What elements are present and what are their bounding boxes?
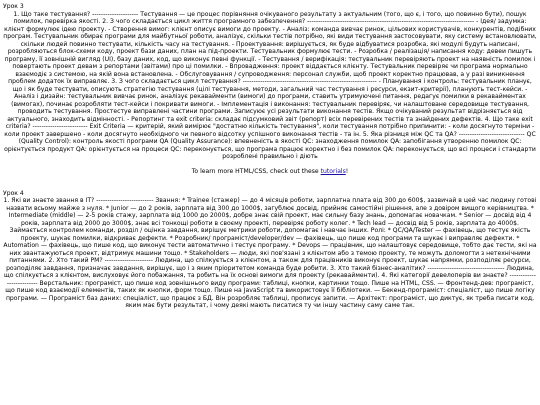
learn-more-prefix: To learn more HTML/CSS, check out these (191, 168, 321, 175)
lesson-4-title: Урок 4 (3, 189, 24, 197)
learn-more-line (3, 168, 537, 176)
divider (3, 176, 537, 190)
learn-more-suffix: ! (345, 168, 349, 175)
lesson-4-body: 1. Які ви знаєте звання в ІТ? -------------------------- Звання: * Trainee (стажер) — до 4 місяців роботи, зарплатна плата від 300 до 600$, зазвичай в цей час людину готові назвати всьому майже з нуля. * Junior — до 2 років, зарплата від 300 до 1000$, загублює досвід, прийняє самостійні рішення, але з довіром вищого керівництва. * Intermediate (middle) — 2-5 років стажу, зарплата від 1000 до 2000$, добре знає свій проект, має сильну базу знань, допомагає новачкам. * Senior — досвід від 4 років, зарплата від 2000 до 3000$, знає всі тонкощі роботи в своєму проекті, перевіряє роботу колег. * Tech lead — досвід від 5 років, зарплата до 4000$. Займається контролем команди, розділ / оцінка завдання, вирішує метрики роботи, допомагає і навчає інших. Ролі: * QC/QA/Tester — фахівець, що тестує якість проекту, шукає помилки, відкриває дефекти. * Розробник/ програміст/developer/dev — фахівець, що пише код програми та шукає і виправляє дефекти. * Automation — фахівець, що пише код, що виконує тести автоматично і тестує програму. * Devops — працівник, що налаштовує середовище, тобто дає тести, які на них звантажуються проект, відтримує машини тощо. * Stakeholders — люди, які пов'язані з клієнтом або з темою проекту, те можуть доломогти з нетехнічними питаннями. 2. Хто такий PM? ---------------------- Людина, що спілкується з клієнтом, а також для працівників виконує проект, шукає напрямки, розподіляє ресурси, розподіляє завдання, призначає завдання, вирішує, що і з яким пріоритетом команда буде робити. 3. Хто такий бізнес-аналітик? ----------------------------------- Людина, що спілкується з клієнтом, вислуховує його побажання, та робить на їх основі вимоги для проекту (рекавайменти). 4. Які категорії девелоперів ви знаєте? -------------------------- Верстальник: програміст, що пише код зовнішнього виду програми: таблиці, кнопки, картинки тощо. Пише на HTML, CSS. — Фронтенд-дев: програміст, що пише код взаємодії елементів, таких як кнопки, форм тощо. Пише на JavaScript та використовує її бібліотеки. — Бекенд-програміст: спеціаліст, що пише логіку програми. — Програміст баз даних: спеціаліст, що працює з БД. Він розробляє таблиці, прописує запити. — Архітект: програміст, що диктує, як треба писати код, яким має бути результат, і чому деякі мають писатися ту чи іншу частину саму саме так. (3, 197, 537, 309)
tutorials-link[interactable]: tutorials (320, 168, 346, 175)
lesson-3-title: Урок 3 (3, 3, 24, 10)
lesson-3-body: 1. Що таке тестування? --------------------- Тестування — це процес порівняння очікуваного результату з актуальним (того, що є, і того, що повинно бути), пошук помилок, перевірка якості. 2. З чого складається цикл життя програмного забезпечення? ---------------------------------------------------------------------------- - Ідея/ задумка: клієнт формулює ідею проекту. - Створення вимог: клієнт описує вимоги до проекту. - Аналіз: команда вивчає ринок, цільових користувачів, конкурентів, подібних програм. Тестувальник обирає програми для майбутньої роботи, аналізує, скільки тестів потрібно, які види тестування застосовувати, яку систему встановлювати, скільки людей повинно тестувати, кількість часу на тестування. - Проектування: вирішується, як буде відбуватися розробка, які модулі будуть написані, розробляються блок-схеми коду, проект бази даних, план на під-проекти. Тестувальник формулює тести. - Розробка / реалізація/ написання коду: девеи пишуть програму, її зовнішній вигляд (UI), базу даних, код, що виконує певні функції. - Тестування / верифікація: тестувальник перевіряють проект на наявність помилок і повертають проект девам з репортами (звітами) про ці помилки. - Впровадження: проект віддається клієнту. Тестувальник перевіряє чи програма нормально взаємодіє з системою, на якій вона встановлена. - Обслуговування / супроводження: персонал служби, щоб проект коректно працював, а у разі виникнення проблем додаток їх виправляє. 3. З чого складається цикл тестування? ------------------------------------------------------------- - Планування і контроль: тестувальник планує, що і як буде тестувати, описують стратегію тестування (цілі тестування, методи, загальний час тестування і ресурси, екзит-критерії), планують тест-кейси. - Аналіз і дизайн: тестувальник вивчає ринок, аналізує рекавайменти (вимоги) до програми, ставить утримуючені питання, редагує помилки в рекавайментах (вимогах), починає розробляти тест-кейси і покривати вимоги. - Імплементація і виконання: тестувальник перевіряє, чи налаштоване середовище тестування, проводить тестування. Простестуе виправлені частини програми. Записуює усі результати виконання тестів. Якщо очікуваний результат відрізняється від актуального, знаходить відмінності. - Репортинг та exit criteria: складає підсумковий звіт (репорт) всіх перевірених тестів та знайдених дефектів. 4. Що таке exit criteria? ------------------------- Exit Criteria — критерій, який вимірює "достатню кількість тестування", коли тестування потрібно припинити: - коли досягнуто терміни - коли проект завершено - коли досягнуто необхідного чи певного відсотку успішного виконання тестів - та ін. 5. Яка різниця між QC та QA? ------------------------------ QC (Quality Control): контроль якості програми QA (Quality Assurance): впевненість в якості QC: знаходження помилок QA: запобігання утворенню помилок QC: орієнтується продукт QA: орієнтується на процеси QC: переконується, що програма працює коректно і без помилок QA: переконується, що всі процеси і стандарти розроблені правильно і діють (3, 10, 537, 160)
divider (3, 161, 537, 169)
